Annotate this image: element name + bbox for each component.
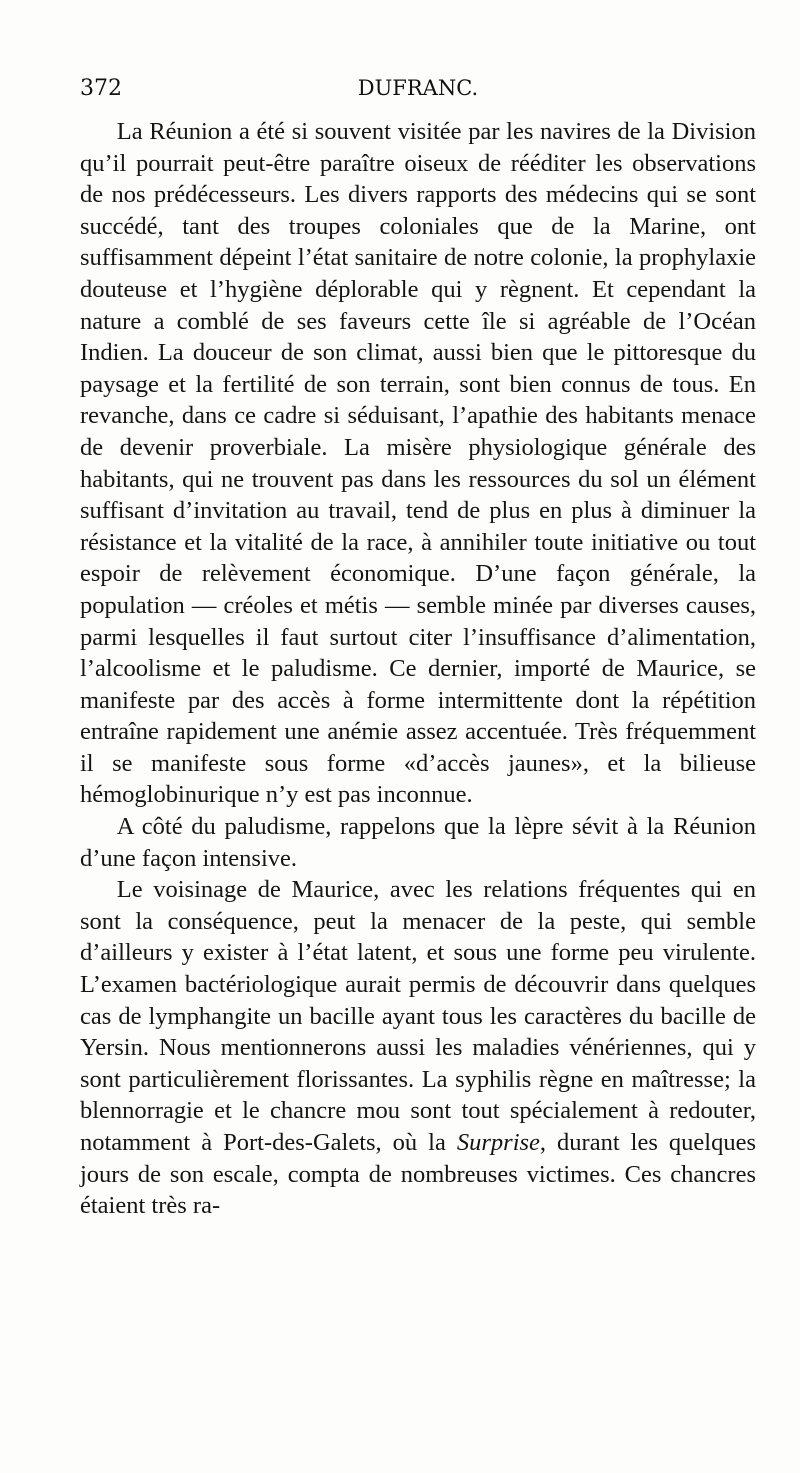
paragraph-1: La Réunion a été si souvent visitée par les navires de la Division qu’il pourrait peut-être paraître oiseux de rééditer les observations de nos prédécesseurs. Les divers rapports des médecins qui se sont succédé, tant des troupes coloniales que de la Marine, ont suffisamment dépeint l’état sanitaire de notre colonie, la prophylaxie douteuse et l’hygiène déplorable qui y règnent. Et cependant la nature a comblé de ses faveurs cette île si agréable de l’Océan Indien. La douceur de son climat, aussi bien que le pittoresque du paysage et la fertilité de son terrain, sont bien connus de tous. En revanche, dans ce cadre si séduisant, l’apathie des habitants menace de devenir proverbiale. La misère physiologique générale des habitants, qui ne trouvent pas dans les ressources du sol un élément suffisant d’invitation au travail, tend de plus en plus à diminuer la résistance et la vitalité de la race, à annihiler toute initiative ou tout espoir de relèvement économique. D’une façon générale, la population — créoles et métis — semble minée par diverses causes, parmi lesquelles il faut surtout citer l’insuffisance d’alimentation, l’alcoolisme et le paludisme. Ce dernier, importé de Maurice, se manifeste par des accès à forme intermittente dont la répétition entraîne rapidement une anémie assez accentuée. Très fréquemment il se manifeste sous forme «d’accès jaunes», et la bilieuse hémoglobinurique n’y est pas inconnue. [80,118,756,809]
running-head: DUFRANC. [357,76,479,100]
paragraph-3-start: Le voisinage de Maurice, avec les relations fréquentes qui en sont la conséquence, peut la menacer de la peste, qui semble d’ailleurs y exister à l’état latent, et sous une forme peu virulente. L’examen bactériologique aurait permis de découvrir dans quelques cas de lymphangite un bacille ayant tous les caractères du bacille de Yersin. Nous mentionnerons aussi les maladies vénériennes, qui y sont particulièrement florissantes. La syphilis règne en maîtresse; la blennorragie et le chancre mou sont tout spécialement à redouter, notamment à Port-des-Galets, où la [80,876,756,1156]
page-number: 372 [80,76,122,101]
paragraph-2: A côté du paludisme, rappelons que la lèpre sévit à la Réunion d’une façon intensive. [80,813,756,872]
paragraph-3-end: , durant les quelques jours de son escale, compta de nombreuses victimes. Ces chancres étaient très ra- [80,1129,756,1220]
body-text [80,116,756,1222]
page-header [80,76,756,112]
ship-name-italic: Surprise [456,1129,540,1156]
paragraph-3 [80,874,756,1222]
